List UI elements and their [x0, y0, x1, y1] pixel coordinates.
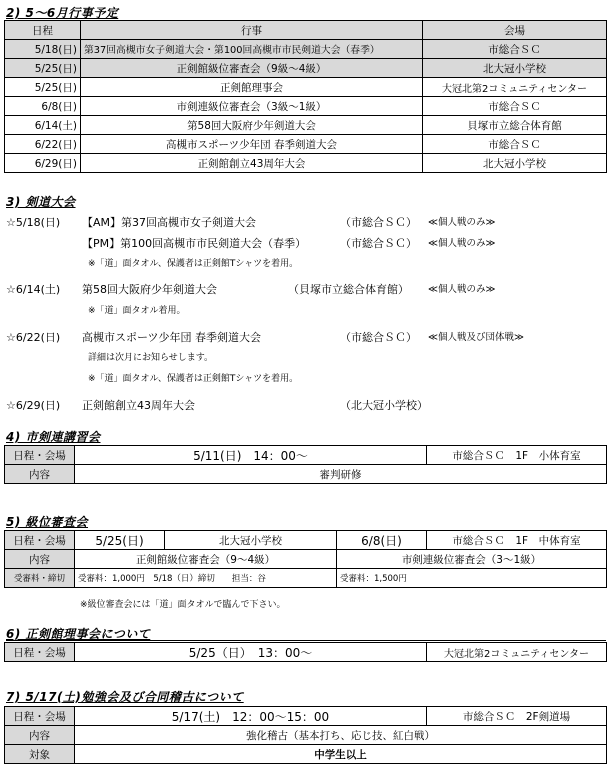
schedule-label: 日程・会場: [5, 446, 75, 465]
schedule-label: 日程・会場: [5, 643, 75, 662]
schedule-label: 日程・会場: [5, 531, 75, 550]
row-event: 正剣館創立43周年大会: [81, 154, 423, 173]
taikai-2-note: ※「道」面タオル、保護者は正剣館Tシャツを着用。: [88, 259, 299, 269]
koshukai-table: [4, 445, 607, 484]
taikai-1-type: ≪個人戦のみ≫: [428, 217, 496, 228]
taikai-5-venue: （北大冠小学校）: [340, 399, 428, 412]
shinsa-table: [4, 530, 607, 588]
row-date: 6/8(日): [5, 97, 81, 116]
shinsa-b-date: 6/8(日): [337, 531, 427, 550]
row-venue: 貝塚市立総合体育館: [423, 116, 607, 135]
table-row: [5, 550, 607, 569]
section-4-title: 4) 市剣連講習会: [6, 430, 101, 444]
section-6-title: 6) 正剣館理事会について: [6, 627, 151, 641]
table-row: [5, 643, 607, 662]
taikai-2-event: 【PM】第100回高槻市市民剣道大会（春季）: [82, 237, 307, 250]
table-row: [5, 707, 607, 726]
taikai-4-note-2: ※「道」面タオル、保護者は正剣館Tシャツを着用。: [88, 374, 299, 384]
shinsa-a-date: 5/25(日): [75, 531, 165, 550]
row-venue: 北大冠小学校: [423, 59, 607, 78]
taikai-5-event: 正剣館創立43周年大会: [82, 399, 195, 412]
row-date: 5/18(日): [5, 40, 81, 59]
keiko-venue: 市総合ＳＣ 2F剣道場: [427, 707, 607, 726]
taikai-4-type: ≪個人戦及び団体戦≫: [428, 332, 524, 343]
taikai-3-event: 第58回大阪府少年剣道大会: [82, 283, 217, 296]
section-2-title: 2) 5～6月行事予定: [6, 6, 119, 20]
shinsa-a-content: 正剣館級位審査会（9～4級）: [75, 550, 337, 569]
row-venue: 市総合ＳＣ: [423, 97, 607, 116]
content-label: 内容: [5, 465, 75, 484]
rijikai-datetime: 5/25（日） 13：00～: [75, 643, 427, 662]
section-5-title: 5) 級位審査会: [6, 515, 89, 529]
taikai-1-date: ☆5/18(日): [6, 216, 61, 229]
rijikai-table: [4, 642, 607, 662]
content-label: 内容: [5, 550, 75, 569]
keiko-table: [4, 706, 607, 764]
header-venue: 会場: [423, 21, 607, 40]
row-date: 6/22(日): [5, 135, 81, 154]
table-row: [5, 97, 607, 116]
row-venue: 北大冠小学校: [423, 154, 607, 173]
rijikai-venue: 大冠北第2コミュニティセンター: [427, 643, 607, 662]
koshukai-datetime: 5/11(日) 14：00～: [75, 446, 427, 465]
taikai-1-event: 【AM】第37回高槻市女子剣道大会: [82, 216, 257, 229]
shinsa-a-venue: 北大冠小学校: [165, 531, 337, 550]
table-row: [5, 569, 607, 588]
row-date: 5/25(日): [5, 59, 81, 78]
taikai-5-date: ☆6/29(日): [6, 399, 61, 412]
shinsa-b-content: 市剣連級位審査会（3～1級）: [337, 550, 607, 569]
table-row: [5, 116, 607, 135]
row-date: 5/25(日): [5, 78, 81, 97]
shinsa-note: ※級位審査会には「道」面タオルで臨んで下さい。: [80, 600, 286, 610]
taikai-3-note: ※「道」面タオル着用。: [88, 306, 186, 316]
keiko-content: 強化稽古（基本打ち、応じ技、紅白戦）: [75, 726, 607, 745]
taikai-1-venue: （市総合ＳＣ）: [340, 216, 417, 229]
keiko-datetime: 5/17(土) 12：00～15：00: [75, 707, 427, 726]
table-row: [5, 531, 607, 550]
title-underline: [6, 640, 606, 641]
taikai-2-venue: （市総合ＳＣ）: [340, 237, 417, 250]
koshukai-content: 審判研修: [75, 465, 607, 484]
table-row: [5, 78, 607, 97]
content-label: 内容: [5, 726, 75, 745]
row-event: 正剣館級位審査会（9級～4級）: [81, 59, 423, 78]
taikai-3-type: ≪個人戦のみ≫: [428, 284, 496, 295]
schedule-label: 日程・会場: [5, 707, 75, 726]
target-label: 対象: [5, 745, 75, 764]
row-venue: 市総合ＳＣ: [423, 135, 607, 154]
section-7-title: 7) 5/17(土)勉強会及び合同稽古について: [6, 690, 244, 704]
header-event: 行事: [81, 21, 423, 40]
taikai-2-type: ≪個人戦のみ≫: [428, 238, 496, 249]
row-date: 6/29(日): [5, 154, 81, 173]
koshukai-venue: 市総合ＳＣ 1F 小体育室: [427, 446, 607, 465]
shinsa-b-venue: 市総合ＳＣ 1F 中体育室: [427, 531, 607, 550]
taikai-4-event: 高槻市スポーツ少年団 春季剣道大会: [82, 331, 262, 344]
keiko-target: 中学生以上: [75, 745, 607, 764]
table-row: [5, 745, 607, 764]
taikai-4-date: ☆6/22(日): [6, 331, 61, 344]
row-event: 第37回高槻市女子剣道大会・第100回高槻市市民剣道大会（春季）: [81, 40, 423, 59]
schedule-header-row: [5, 21, 607, 40]
fee-label: 受審料・締切: [5, 569, 75, 588]
row-venue: 大冠北第2コミュニティセンター: [423, 78, 607, 97]
row-venue: 市総合ＳＣ: [423, 40, 607, 59]
table-row: [5, 40, 607, 59]
row-date: 6/14(土): [5, 116, 81, 135]
shinsa-b-fee: 受審料：1,500円: [337, 569, 607, 588]
table-row: [5, 465, 607, 484]
table-row: [5, 154, 607, 173]
table-row: [5, 59, 607, 78]
table-row: [5, 135, 607, 154]
row-event: 高槻市スポーツ少年団 春季剣道大会: [81, 135, 423, 154]
shinsa-a-fee: 受審料：1,000円 5/18（日）締切 担当：谷: [75, 569, 337, 588]
row-event: 第58回大阪府少年剣道大会: [81, 116, 423, 135]
table-row: [5, 446, 607, 465]
row-event: 正剣館理事会: [81, 78, 423, 97]
taikai-4-note-1: 詳細は次月にお知らせします。: [88, 353, 214, 363]
taikai-3-date: ☆6/14(土): [6, 283, 61, 296]
taikai-4-venue: （市総合ＳＣ）: [340, 331, 417, 344]
taikai-3-venue: （貝塚市立総合体育館）: [288, 283, 409, 296]
table-row: [5, 726, 607, 745]
schedule-table: [4, 20, 607, 173]
header-date: 日程: [5, 21, 81, 40]
section-3-title: 3) 剣道大会: [6, 195, 76, 209]
row-event: 市剣連級位審査会（3級～1級）: [81, 97, 423, 116]
